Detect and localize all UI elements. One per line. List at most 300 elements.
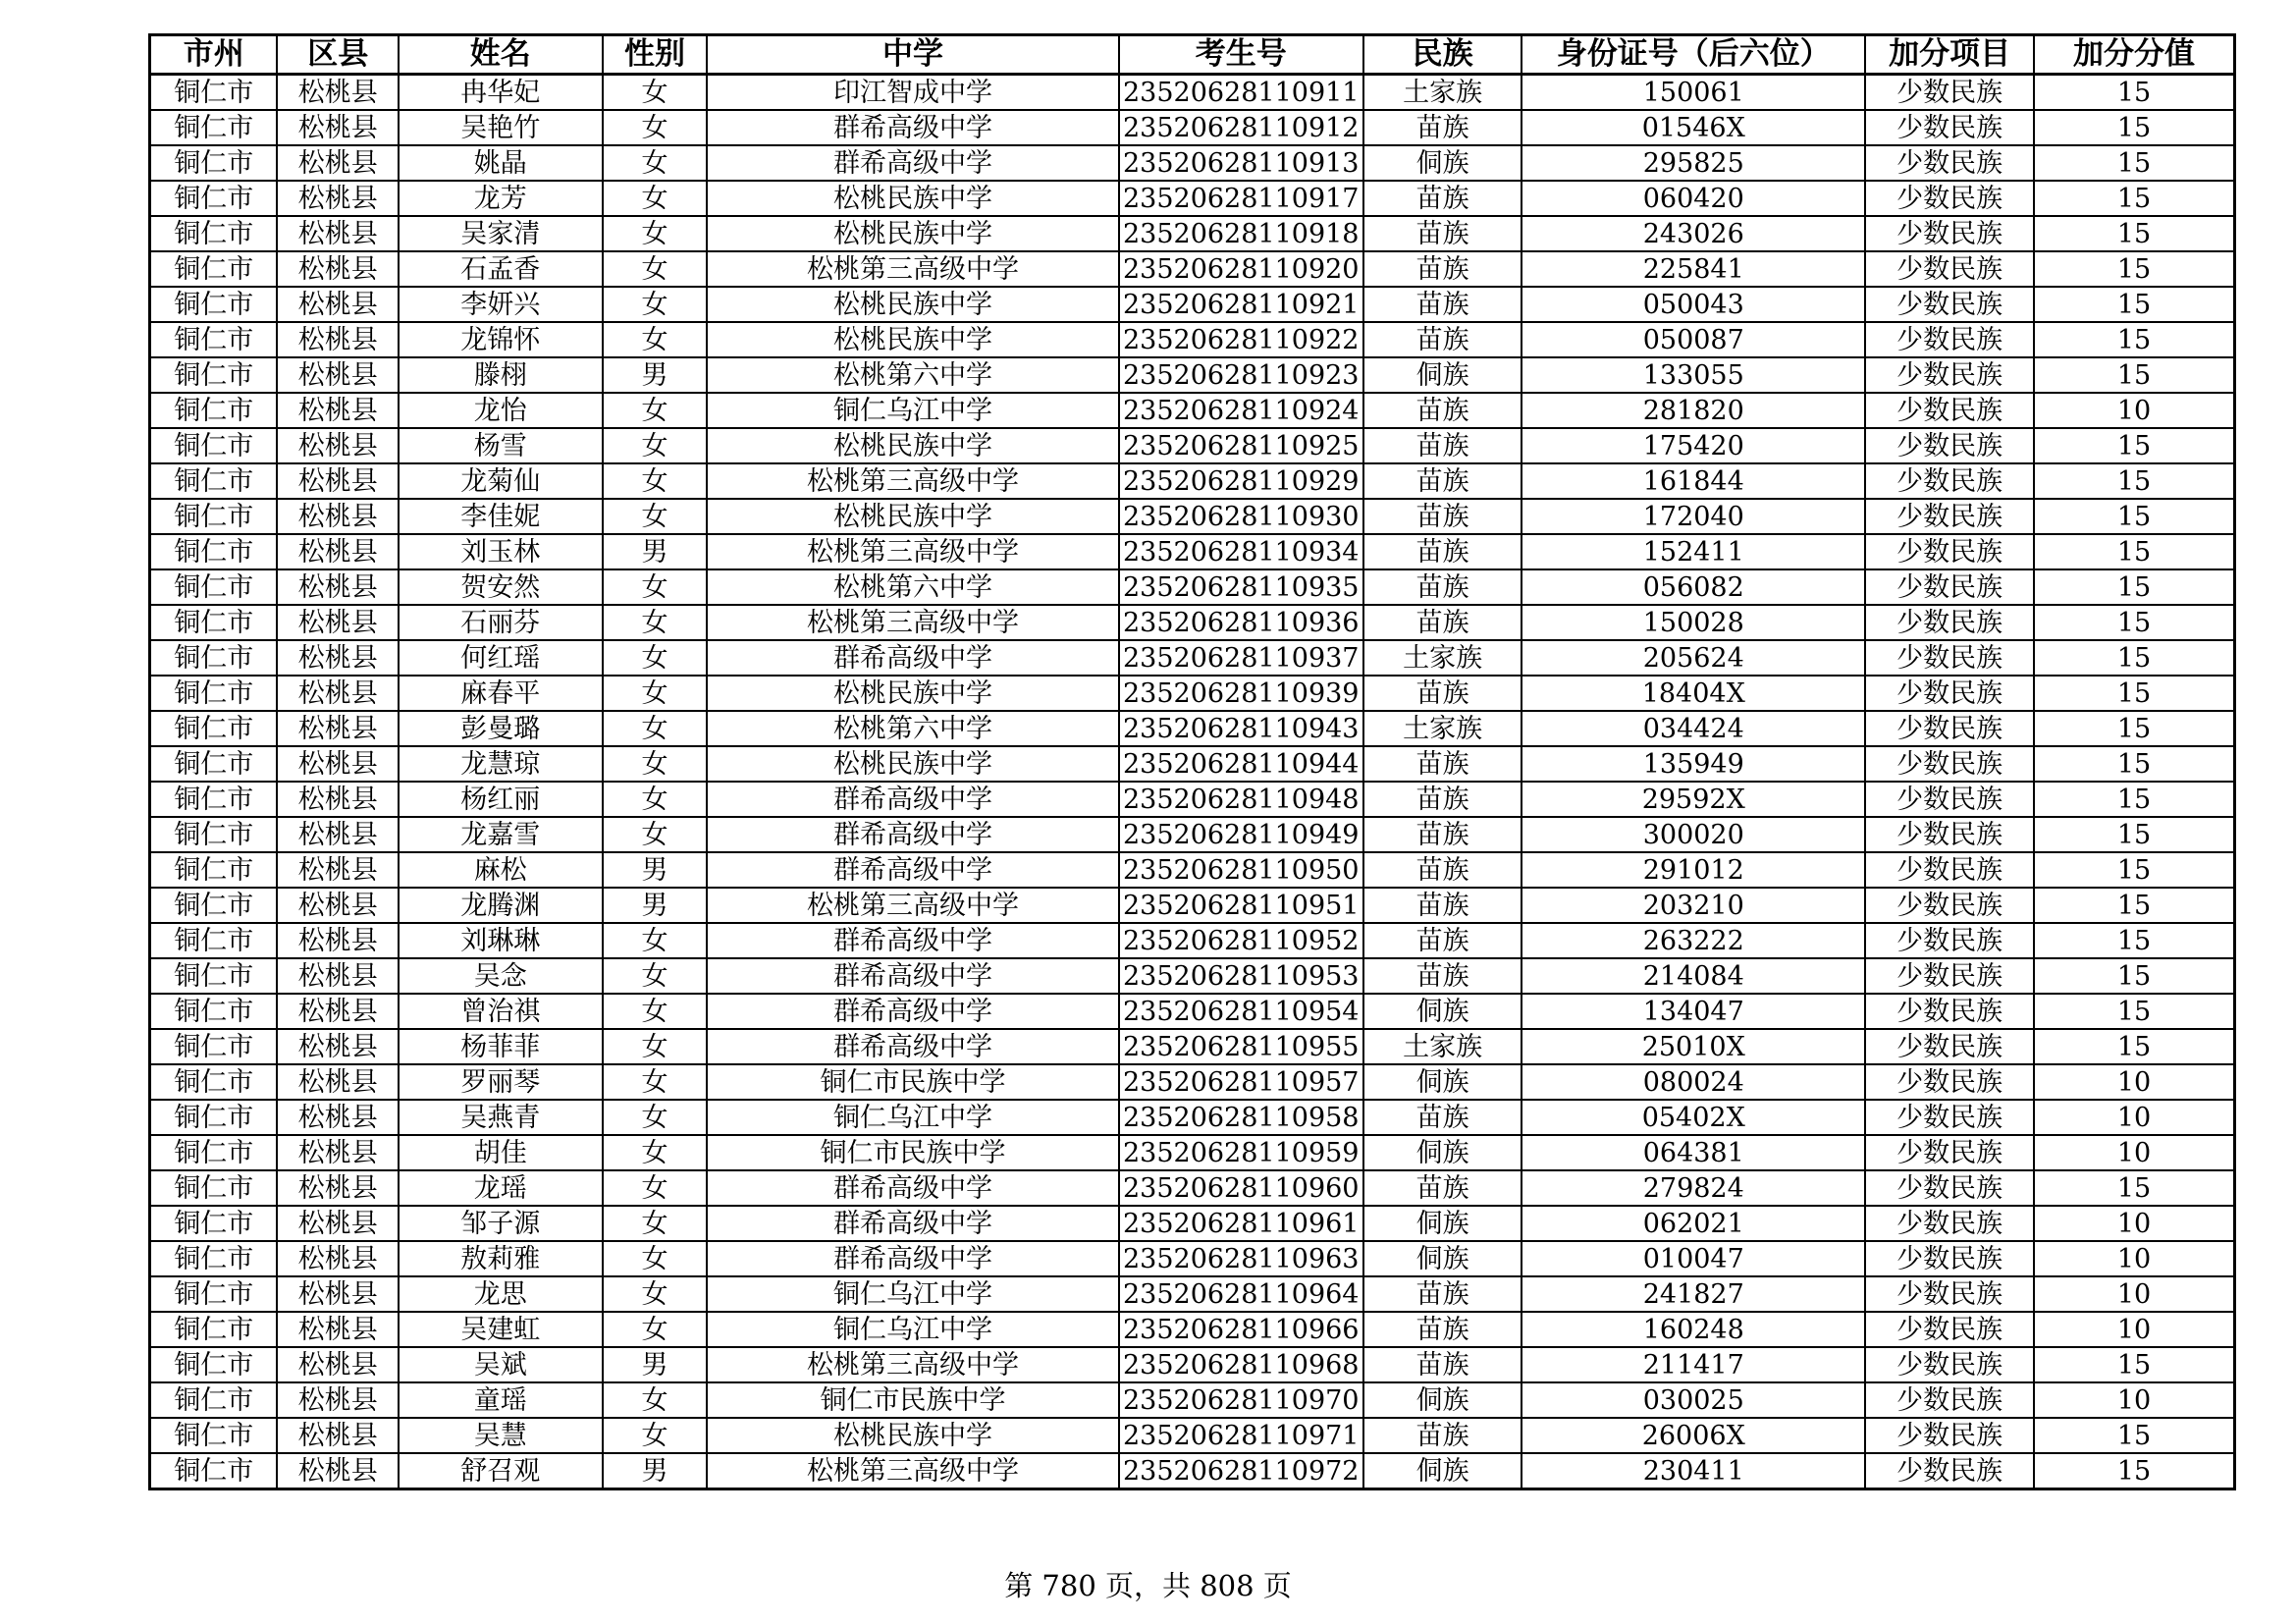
cell-city: 铜仁市 <box>150 1029 278 1064</box>
cell-school: 松桃民族中学 <box>707 499 1118 534</box>
cell-bonus-item: 少数民族 <box>1865 1382 2034 1418</box>
cell-school: 群希高级中学 <box>707 1241 1118 1276</box>
cell-exam-number: 23520628110950 <box>1119 852 1363 888</box>
cell-city: 铜仁市 <box>150 817 278 852</box>
cell-bonus-value: 15 <box>2034 994 2234 1029</box>
cell-city: 铜仁市 <box>150 463 278 499</box>
cell-bonus-value: 15 <box>2034 605 2234 640</box>
table-row <box>150 852 2235 888</box>
cell-gender: 女 <box>603 1100 708 1135</box>
cell-id-suffix: 29592X <box>1522 782 1865 817</box>
cell-bonus-value: 15 <box>2034 534 2234 569</box>
cell-exam-number: 23520628110961 <box>1119 1206 1363 1241</box>
cell-ethnicity: 苗族 <box>1363 393 1522 428</box>
cell-exam-number: 23520628110912 <box>1119 110 1363 145</box>
cell-ethnicity: 土家族 <box>1363 640 1522 676</box>
cell-county: 松桃县 <box>277 1418 399 1453</box>
cell-id-suffix: 064381 <box>1522 1135 1865 1170</box>
cell-name: 滕栩 <box>399 357 602 393</box>
cell-exam-number: 23520628110934 <box>1119 534 1363 569</box>
cell-gender: 女 <box>603 181 708 216</box>
cell-name: 杨红丽 <box>399 782 602 817</box>
cell-gender: 女 <box>603 817 708 852</box>
cell-gender: 女 <box>603 1276 708 1312</box>
cell-bonus-item: 少数民族 <box>1865 1029 2034 1064</box>
cell-exam-number: 23520628110923 <box>1119 357 1363 393</box>
cell-bonus-value: 10 <box>2034 393 2234 428</box>
cell-name: 胡佳 <box>399 1135 602 1170</box>
table-row <box>150 711 2235 746</box>
cell-county: 松桃县 <box>277 1135 399 1170</box>
cell-school: 松桃民族中学 <box>707 428 1118 463</box>
cell-bonus-value: 15 <box>2034 1029 2234 1064</box>
cell-name: 龙思 <box>399 1276 602 1312</box>
table-row <box>150 75 2235 111</box>
cell-gender: 女 <box>603 1312 708 1347</box>
cell-school: 群希高级中学 <box>707 1206 1118 1241</box>
cell-city: 铜仁市 <box>150 746 278 782</box>
cell-ethnicity: 苗族 <box>1363 1418 1522 1453</box>
cell-exam-number: 23520628110920 <box>1119 251 1363 287</box>
cell-id-suffix: 172040 <box>1522 499 1865 534</box>
cell-ethnicity: 苗族 <box>1363 428 1522 463</box>
cell-city: 铜仁市 <box>150 357 278 393</box>
cell-id-suffix: 211417 <box>1522 1347 1865 1382</box>
cell-name: 姚晶 <box>399 145 602 181</box>
cell-exam-number: 23520628110951 <box>1119 888 1363 923</box>
cell-county: 松桃县 <box>277 1170 399 1206</box>
table-row <box>150 287 2235 322</box>
cell-ethnicity: 侗族 <box>1363 1064 1522 1100</box>
cell-bonus-item: 少数民族 <box>1865 1241 2034 1276</box>
cell-city: 铜仁市 <box>150 287 278 322</box>
cell-bonus-value: 10 <box>2034 1312 2234 1347</box>
cell-bonus-value: 15 <box>2034 463 2234 499</box>
cell-gender: 男 <box>603 888 708 923</box>
table-body <box>150 75 2235 1489</box>
cell-gender: 女 <box>603 499 708 534</box>
cell-bonus-item: 少数民族 <box>1865 888 2034 923</box>
cell-bonus-value: 15 <box>2034 569 2234 605</box>
table-row <box>150 1276 2235 1312</box>
cell-exam-number: 23520628110943 <box>1119 711 1363 746</box>
column-header-bonus-value: 加分分值 <box>2034 35 2234 75</box>
cell-county: 松桃县 <box>277 958 399 994</box>
cell-gender: 男 <box>603 1347 708 1382</box>
cell-ethnicity: 苗族 <box>1363 746 1522 782</box>
cell-county: 松桃县 <box>277 852 399 888</box>
table-row <box>150 1206 2235 1241</box>
cell-gender: 女 <box>603 216 708 251</box>
cell-name: 杨雪 <box>399 428 602 463</box>
cell-exam-number: 23520628110936 <box>1119 605 1363 640</box>
cell-name: 刘玉林 <box>399 534 602 569</box>
cell-name: 吴慧 <box>399 1418 602 1453</box>
cell-gender: 男 <box>603 357 708 393</box>
cell-city: 铜仁市 <box>150 923 278 958</box>
cell-city: 铜仁市 <box>150 322 278 357</box>
cell-name: 何红瑶 <box>399 640 602 676</box>
cell-exam-number: 23520628110972 <box>1119 1453 1363 1489</box>
cell-name: 舒召观 <box>399 1453 602 1489</box>
table-row <box>150 322 2235 357</box>
cell-county: 松桃县 <box>277 1453 399 1489</box>
cell-exam-number: 23520628110971 <box>1119 1418 1363 1453</box>
cell-school: 松桃第三高级中学 <box>707 888 1118 923</box>
cell-name: 龙锦怀 <box>399 322 602 357</box>
cell-name: 邹子源 <box>399 1206 602 1241</box>
page-number-footer: 第 780 页，共 808 页 <box>1004 1569 1292 1602</box>
cell-bonus-value: 10 <box>2034 1276 2234 1312</box>
cell-city: 铜仁市 <box>150 534 278 569</box>
cell-school: 群希高级中学 <box>707 110 1118 145</box>
cell-exam-number: 23520628110953 <box>1119 958 1363 994</box>
cell-exam-number: 23520628110960 <box>1119 1170 1363 1206</box>
cell-name: 刘琳琳 <box>399 923 602 958</box>
cell-bonus-value: 15 <box>2034 888 2234 923</box>
cell-bonus-item: 少数民族 <box>1865 181 2034 216</box>
cell-gender: 女 <box>603 1135 708 1170</box>
cell-city: 铜仁市 <box>150 75 278 111</box>
table-row <box>150 1029 2235 1064</box>
cell-county: 松桃县 <box>277 145 399 181</box>
cell-id-suffix: 060420 <box>1522 181 1865 216</box>
cell-exam-number: 23520628110955 <box>1119 1029 1363 1064</box>
table-row <box>150 216 2235 251</box>
table-row <box>150 1418 2235 1453</box>
cell-ethnicity: 苗族 <box>1363 499 1522 534</box>
cell-id-suffix: 010047 <box>1522 1241 1865 1276</box>
cell-school: 铜仁市民族中学 <box>707 1135 1118 1170</box>
cell-school: 群希高级中学 <box>707 958 1118 994</box>
cell-id-suffix: 050087 <box>1522 322 1865 357</box>
cell-gender: 女 <box>603 75 708 111</box>
cell-exam-number: 23520628110957 <box>1119 1064 1363 1100</box>
cell-city: 铜仁市 <box>150 216 278 251</box>
cell-bonus-item: 少数民族 <box>1865 428 2034 463</box>
cell-ethnicity: 苗族 <box>1363 287 1522 322</box>
table-row <box>150 1064 2235 1100</box>
cell-bonus-value: 15 <box>2034 782 2234 817</box>
cell-exam-number: 23520628110963 <box>1119 1241 1363 1276</box>
cell-id-suffix: 175420 <box>1522 428 1865 463</box>
cell-id-suffix: 05402X <box>1522 1100 1865 1135</box>
cell-ethnicity: 侗族 <box>1363 1206 1522 1241</box>
column-header-city: 市州 <box>150 35 278 75</box>
cell-bonus-item: 少数民族 <box>1865 923 2034 958</box>
cell-city: 铜仁市 <box>150 110 278 145</box>
cell-bonus-item: 少数民族 <box>1865 958 2034 994</box>
cell-id-suffix: 150028 <box>1522 605 1865 640</box>
cell-name: 彭曼璐 <box>399 711 602 746</box>
cell-ethnicity: 苗族 <box>1363 1276 1522 1312</box>
cell-school: 群希高级中学 <box>707 782 1118 817</box>
cell-name: 罗丽琴 <box>399 1064 602 1100</box>
cell-city: 铜仁市 <box>150 1453 278 1489</box>
column-header-school: 中学 <box>707 35 1118 75</box>
cell-bonus-value: 10 <box>2034 1241 2234 1276</box>
cell-ethnicity: 苗族 <box>1363 1100 1522 1135</box>
cell-bonus-value: 15 <box>2034 817 2234 852</box>
cell-county: 松桃县 <box>277 711 399 746</box>
cell-county: 松桃县 <box>277 1382 399 1418</box>
cell-county: 松桃县 <box>277 534 399 569</box>
cell-city: 铜仁市 <box>150 711 278 746</box>
cell-city: 铜仁市 <box>150 1276 278 1312</box>
table-row <box>150 145 2235 181</box>
cell-school: 群希高级中学 <box>707 1029 1118 1064</box>
cell-id-suffix: 134047 <box>1522 994 1865 1029</box>
cell-school: 群希高级中学 <box>707 817 1118 852</box>
cell-exam-number: 23520628110949 <box>1119 817 1363 852</box>
cell-city: 铜仁市 <box>150 1241 278 1276</box>
cell-county: 松桃县 <box>277 322 399 357</box>
cell-bonus-item: 少数民族 <box>1865 1453 2034 1489</box>
cell-bonus-item: 少数民族 <box>1865 463 2034 499</box>
cell-bonus-value: 15 <box>2034 145 2234 181</box>
cell-name: 麻春平 <box>399 676 602 711</box>
cell-ethnicity: 苗族 <box>1363 923 1522 958</box>
cell-id-suffix: 135949 <box>1522 746 1865 782</box>
cell-school: 铜仁市民族中学 <box>707 1382 1118 1418</box>
cell-name: 曾治祺 <box>399 994 602 1029</box>
cell-gender: 男 <box>603 1453 708 1489</box>
cell-city: 铜仁市 <box>150 852 278 888</box>
table-row <box>150 499 2235 534</box>
cell-county: 松桃县 <box>277 357 399 393</box>
cell-name: 吴艳竹 <box>399 110 602 145</box>
cell-ethnicity: 苗族 <box>1363 110 1522 145</box>
cell-bonus-value: 15 <box>2034 711 2234 746</box>
cell-city: 铜仁市 <box>150 640 278 676</box>
cell-gender: 女 <box>603 145 708 181</box>
cell-exam-number: 23520628110918 <box>1119 216 1363 251</box>
cell-bonus-item: 少数民族 <box>1865 1312 2034 1347</box>
cell-school: 松桃民族中学 <box>707 322 1118 357</box>
cell-county: 松桃县 <box>277 1029 399 1064</box>
cell-school: 群希高级中学 <box>707 994 1118 1029</box>
cell-bonus-item: 少数民族 <box>1865 251 2034 287</box>
cell-city: 铜仁市 <box>150 393 278 428</box>
cell-id-suffix: 161844 <box>1522 463 1865 499</box>
cell-name: 龙怡 <box>399 393 602 428</box>
cell-name: 石丽芬 <box>399 605 602 640</box>
cell-city: 铜仁市 <box>150 569 278 605</box>
cell-bonus-item: 少数民族 <box>1865 640 2034 676</box>
cell-exam-number: 23520628110966 <box>1119 1312 1363 1347</box>
cell-bonus-value: 15 <box>2034 640 2234 676</box>
cell-school: 松桃第六中学 <box>707 357 1118 393</box>
cell-school: 松桃第三高级中学 <box>707 605 1118 640</box>
cell-school: 群希高级中学 <box>707 145 1118 181</box>
cell-gender: 女 <box>603 1418 708 1453</box>
cell-school: 群希高级中学 <box>707 1170 1118 1206</box>
cell-bonus-value: 15 <box>2034 251 2234 287</box>
cell-id-suffix: 18404X <box>1522 676 1865 711</box>
cell-id-suffix: 263222 <box>1522 923 1865 958</box>
cell-exam-number: 23520628110968 <box>1119 1347 1363 1382</box>
cell-school: 松桃第三高级中学 <box>707 1453 1118 1489</box>
column-header-id-suffix: 身份证号（后六位） <box>1522 35 1865 75</box>
cell-school: 群希高级中学 <box>707 640 1118 676</box>
cell-ethnicity: 苗族 <box>1363 782 1522 817</box>
cell-school: 松桃民族中学 <box>707 746 1118 782</box>
cell-school: 松桃民族中学 <box>707 676 1118 711</box>
cell-bonus-item: 少数民族 <box>1865 1418 2034 1453</box>
cell-id-suffix: 203210 <box>1522 888 1865 923</box>
cell-county: 松桃县 <box>277 888 399 923</box>
cell-school: 印江智成中学 <box>707 75 1118 111</box>
cell-bonus-value: 15 <box>2034 958 2234 994</box>
table-row <box>150 746 2235 782</box>
cell-name: 吴家清 <box>399 216 602 251</box>
cell-name: 龙慧琼 <box>399 746 602 782</box>
cell-city: 铜仁市 <box>150 1206 278 1241</box>
cell-name: 石孟香 <box>399 251 602 287</box>
cell-ethnicity: 苗族 <box>1363 251 1522 287</box>
cell-county: 松桃县 <box>277 1312 399 1347</box>
cell-county: 松桃县 <box>277 181 399 216</box>
table-row <box>150 640 2235 676</box>
cell-id-suffix: 080024 <box>1522 1064 1865 1100</box>
table-row <box>150 181 2235 216</box>
cell-county: 松桃县 <box>277 817 399 852</box>
cell-exam-number: 23520628110944 <box>1119 746 1363 782</box>
cell-id-suffix: 152411 <box>1522 534 1865 569</box>
cell-gender: 女 <box>603 711 708 746</box>
cell-school: 群希高级中学 <box>707 852 1118 888</box>
cell-bonus-item: 少数民族 <box>1865 110 2034 145</box>
cell-ethnicity: 苗族 <box>1363 958 1522 994</box>
cell-county: 松桃县 <box>277 463 399 499</box>
cell-exam-number: 23520628110937 <box>1119 640 1363 676</box>
cell-city: 铜仁市 <box>150 676 278 711</box>
cell-city: 铜仁市 <box>150 251 278 287</box>
cell-id-suffix: 281820 <box>1522 393 1865 428</box>
cell-exam-number: 23520628110958 <box>1119 1100 1363 1135</box>
cell-city: 铜仁市 <box>150 1100 278 1135</box>
cell-school: 铜仁乌江中学 <box>707 1100 1118 1135</box>
cell-id-suffix: 230411 <box>1522 1453 1865 1489</box>
cell-exam-number: 23520628110939 <box>1119 676 1363 711</box>
cell-city: 铜仁市 <box>150 1135 278 1170</box>
cell-city: 铜仁市 <box>150 428 278 463</box>
cell-bonus-item: 少数民族 <box>1865 569 2034 605</box>
cell-bonus-item: 少数民族 <box>1865 322 2034 357</box>
cell-bonus-item: 少数民族 <box>1865 782 2034 817</box>
cell-ethnicity: 苗族 <box>1363 1170 1522 1206</box>
cell-id-suffix: 300020 <box>1522 817 1865 852</box>
cell-city: 铜仁市 <box>150 1312 278 1347</box>
cell-city: 铜仁市 <box>150 1382 278 1418</box>
cell-name: 贺安然 <box>399 569 602 605</box>
cell-ethnicity: 土家族 <box>1363 711 1522 746</box>
cell-county: 松桃县 <box>277 569 399 605</box>
cell-school: 松桃第三高级中学 <box>707 1347 1118 1382</box>
cell-exam-number: 23520628110954 <box>1119 994 1363 1029</box>
table-row <box>150 1170 2235 1206</box>
header-row <box>150 35 2235 75</box>
cell-exam-number: 23520628110948 <box>1119 782 1363 817</box>
cell-gender: 女 <box>603 251 708 287</box>
cell-county: 松桃县 <box>277 605 399 640</box>
cell-ethnicity: 苗族 <box>1363 181 1522 216</box>
cell-bonus-value: 10 <box>2034 1382 2234 1418</box>
cell-city: 铜仁市 <box>150 1418 278 1453</box>
cell-ethnicity: 苗族 <box>1363 216 1522 251</box>
cell-bonus-item: 少数民族 <box>1865 711 2034 746</box>
cell-gender: 女 <box>603 322 708 357</box>
cell-id-suffix: 160248 <box>1522 1312 1865 1347</box>
cell-city: 铜仁市 <box>150 1347 278 1382</box>
cell-name: 李妍兴 <box>399 287 602 322</box>
cell-ethnicity: 苗族 <box>1363 817 1522 852</box>
cell-county: 松桃县 <box>277 1100 399 1135</box>
cell-gender: 女 <box>603 605 708 640</box>
cell-school: 铜仁市民族中学 <box>707 1064 1118 1100</box>
cell-gender: 女 <box>603 287 708 322</box>
cell-id-suffix: 062021 <box>1522 1206 1865 1241</box>
cell-ethnicity: 土家族 <box>1363 75 1522 111</box>
cell-name: 龙腾渊 <box>399 888 602 923</box>
cell-gender: 女 <box>603 1064 708 1100</box>
cell-ethnicity: 苗族 <box>1363 322 1522 357</box>
cell-bonus-item: 少数民族 <box>1865 817 2034 852</box>
cell-bonus-value: 15 <box>2034 499 2234 534</box>
cell-county: 松桃县 <box>277 251 399 287</box>
cell-gender: 男 <box>603 534 708 569</box>
cell-name: 吴念 <box>399 958 602 994</box>
table-row <box>150 1241 2235 1276</box>
cell-bonus-value: 15 <box>2034 1453 2234 1489</box>
cell-gender: 女 <box>603 1029 708 1064</box>
table-row <box>150 817 2235 852</box>
cell-bonus-value: 15 <box>2034 216 2234 251</box>
cell-name: 吴建虹 <box>399 1312 602 1347</box>
cell-bonus-value: 15 <box>2034 287 2234 322</box>
cell-gender: 男 <box>603 852 708 888</box>
cell-gender: 女 <box>603 746 708 782</box>
cell-gender: 女 <box>603 640 708 676</box>
cell-county: 松桃县 <box>277 1347 399 1382</box>
cell-bonus-item: 少数民族 <box>1865 676 2034 711</box>
cell-exam-number: 23520628110935 <box>1119 569 1363 605</box>
table-row <box>150 1453 2235 1489</box>
cell-school: 松桃民族中学 <box>707 1418 1118 1453</box>
cell-school: 松桃民族中学 <box>707 287 1118 322</box>
cell-gender: 女 <box>603 958 708 994</box>
cell-bonus-value: 15 <box>2034 1418 2234 1453</box>
cell-bonus-item: 少数民族 <box>1865 216 2034 251</box>
cell-county: 松桃县 <box>277 1276 399 1312</box>
cell-id-suffix: 030025 <box>1522 1382 1865 1418</box>
cell-exam-number: 23520628110964 <box>1119 1276 1363 1312</box>
cell-city: 铜仁市 <box>150 1064 278 1100</box>
cell-gender: 女 <box>603 1170 708 1206</box>
cell-id-suffix: 26006X <box>1522 1418 1865 1453</box>
cell-bonus-item: 少数民族 <box>1865 287 2034 322</box>
cell-ethnicity: 苗族 <box>1363 1347 1522 1382</box>
cell-ethnicity: 苗族 <box>1363 888 1522 923</box>
table-row <box>150 994 2235 1029</box>
cell-city: 铜仁市 <box>150 181 278 216</box>
cell-bonus-item: 少数民族 <box>1865 1170 2034 1206</box>
cell-county: 松桃县 <box>277 994 399 1029</box>
cell-bonus-item: 少数民族 <box>1865 852 2034 888</box>
cell-ethnicity: 侗族 <box>1363 994 1522 1029</box>
cell-bonus-item: 少数民族 <box>1865 605 2034 640</box>
cell-exam-number: 23520628110917 <box>1119 181 1363 216</box>
